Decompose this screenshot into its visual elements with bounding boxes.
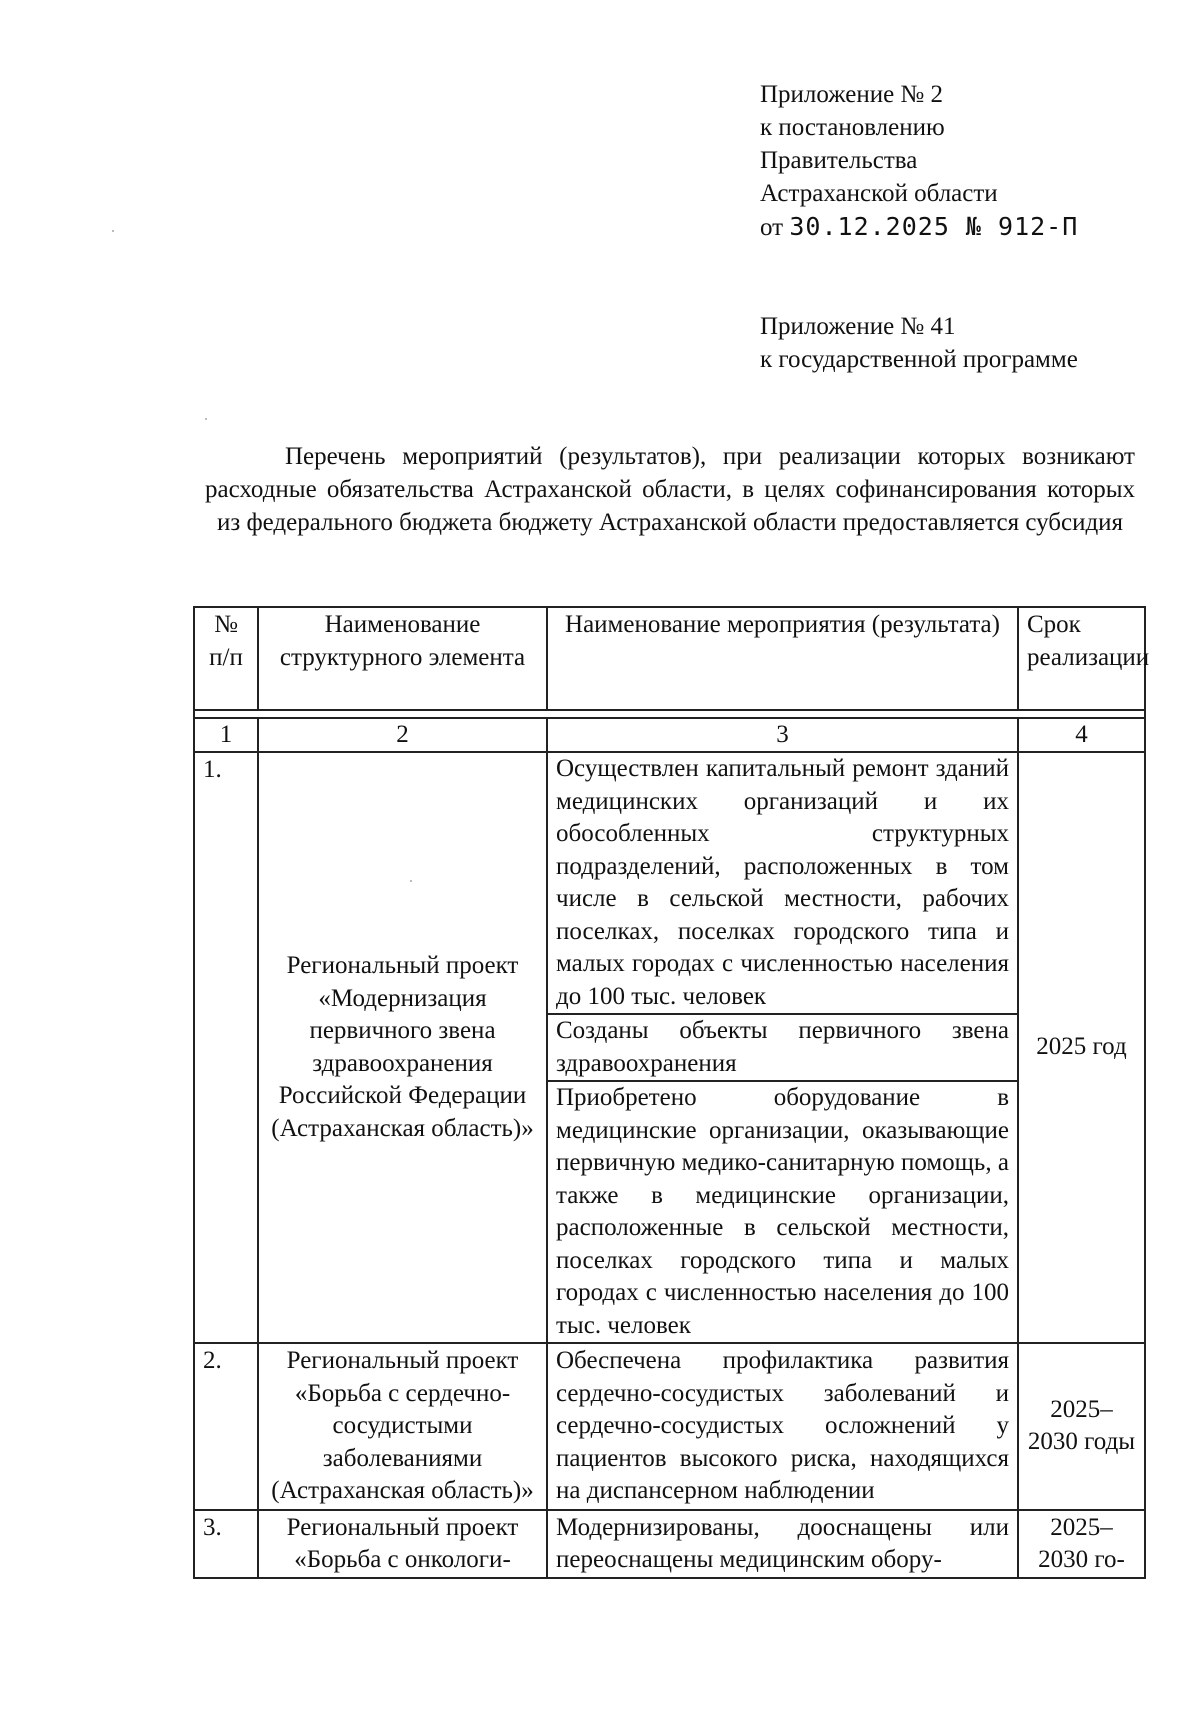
result-item-text: Модернизированы, дооснащены или переоснащены медицинским обору- xyxy=(556,1513,1009,1573)
structural-element-text: Региональный проект «Борьба с онкологи- xyxy=(286,1513,519,1573)
structural-element: Региональный проект «Модернизация первичного звена здравоохранения Российской Федерации (Астраханская область)» xyxy=(258,752,547,1343)
approval-date-line xyxy=(760,210,1078,244)
result-item xyxy=(547,1510,1018,1578)
document-title xyxy=(205,440,1135,539)
result-item: Созданы объекты первичного звена здравоохранения xyxy=(548,1013,1017,1080)
row-number: 1. xyxy=(194,752,258,1343)
result-item: Обеспечена профилактика развития сердечно-сосудистых заболеваний и сердечно-сосудистых осложнений у пациентов высокого риска, находящихся на диспансерном наблюдении xyxy=(547,1343,1018,1510)
date-stamp: 30.12.2025 № 912-П xyxy=(789,212,1079,241)
appendix-block xyxy=(760,310,1078,376)
column-number: 4 xyxy=(1018,718,1145,752)
scan-speck xyxy=(205,418,207,420)
header-result: Наименование мероприятия (результата) xyxy=(547,607,1018,710)
approval-block xyxy=(760,78,1078,244)
term: 2025–2030 годы xyxy=(1018,1343,1145,1510)
structural-element xyxy=(258,1510,547,1578)
approval-line: Астраханской области xyxy=(760,180,998,207)
document-title-text: Перечень мероприятий (результатов), при реализации которых возникают расходные обязательства Астраханской области, в целях софинансирования которых из федерального бюджета бюджету Астраханской области предоставляется субсидия xyxy=(205,443,1135,536)
header-element: Наименование структурного элемента xyxy=(258,607,547,710)
header-number: № п/п xyxy=(194,607,258,710)
row-number: 2. xyxy=(194,1343,258,1510)
column-number: 1 xyxy=(194,718,258,752)
table-row xyxy=(194,1343,1145,1510)
term-text: 2025–2030 го- xyxy=(1038,1513,1125,1573)
scan-speck xyxy=(112,230,114,232)
table-row xyxy=(194,752,1145,1343)
term: 2025 год xyxy=(1018,752,1145,1343)
structural-element: Региональный проект «Борьба с сердечно-сосудистыми заболеваниями (Астраханская область)» xyxy=(258,1343,547,1510)
column-number-row xyxy=(194,718,1145,752)
approval-line: к постановлению xyxy=(760,114,945,141)
result-item: Приобретено оборудование в медицинские организации, оказывающие первичную медико-санитарную помощь, а также в медицинские организации, расположенные в сельской местности, поселках городского типа и малых городах с численностью населения до 100 тыс. человек xyxy=(548,1080,1017,1342)
column-number: 2 xyxy=(258,718,547,752)
date-prefix: от xyxy=(760,214,784,241)
approval-line: Правительства xyxy=(760,147,918,174)
table-header-row xyxy=(194,607,1145,710)
result-item: Осуществлен капитальный ремонт зданий медицинских организаций и их обособленных структурных подразделений, расположенных в том числе в сельской местности, рабочих поселках, поселках городского типа и малых городах с численностью населения до 100 тыс. человек xyxy=(556,755,1009,1010)
header-term: Срок реализации xyxy=(1018,607,1145,710)
approval-line: Приложение № 2 xyxy=(760,81,944,108)
results-cell xyxy=(547,752,1018,1343)
row-number: 3. xyxy=(194,1510,258,1578)
appendix-line: Приложение № 41 xyxy=(760,313,956,340)
measures-table xyxy=(193,606,1150,1579)
appendix-line: к государственной программе xyxy=(760,346,1078,373)
term xyxy=(1018,1510,1145,1578)
table-row xyxy=(194,1510,1145,1578)
column-number: 3 xyxy=(547,718,1018,752)
